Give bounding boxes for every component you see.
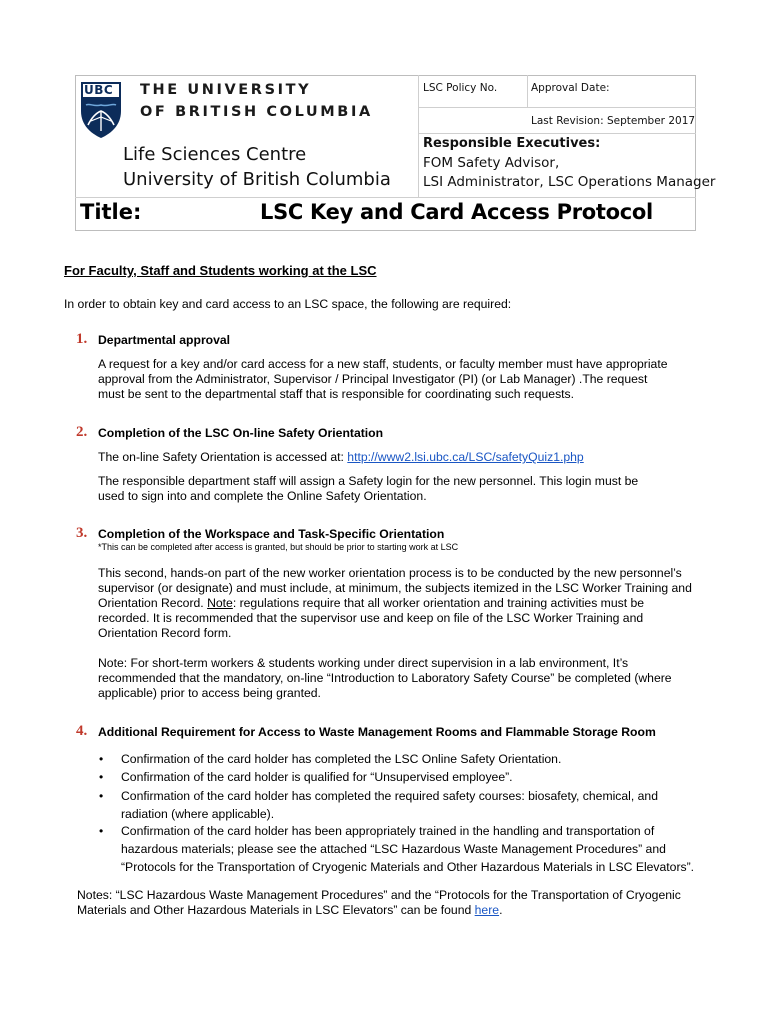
list-item: Confirmation of the card holder is qualified for “Unsupervised employee”.	[121, 770, 513, 784]
list-item: Confirmation of the card holder has completed the LSC Online Safety Orientation.	[121, 752, 562, 766]
centre-name: Life Sciences Centre	[123, 144, 307, 165]
notes-line2-prefix: Materials and Other Hazardous Materials in LSC Elevators” can be found	[77, 903, 475, 917]
safety-quiz-link[interactable]: http://www2.lsi.ubc.ca/LSC/safetyQuiz1.php	[347, 450, 584, 464]
section3-p1-line3	[98, 596, 644, 611]
section3-p2-line3: applicable) prior to access being granted.	[98, 686, 321, 700]
section-number-3: 3.	[76, 525, 88, 541]
section3-p1-line1: This second, hands-on part of the new worker orientation process is to be conducted by the new personnel’s	[98, 566, 682, 580]
university-name-line1: THE UNIVERSITY	[140, 82, 312, 98]
section3-p2-line1: Note: For short-term workers & students working under direct supervision in a lab environment, It’s	[98, 656, 629, 670]
section3-p1-line3-prefix: Orientation Record.	[98, 596, 208, 610]
access-prefix: The on-line Safety Orientation is accessed at:	[98, 450, 348, 464]
section-heading-2: Completion of the LSC On-line Safety Orientation	[98, 426, 384, 440]
section1-line3: must be sent to the departmental staff that is responsible for coordinating such requests.	[98, 387, 575, 401]
section1-line1: A request for a key and/or card access for a new staff, students, or faculty member must have appropriate	[98, 357, 668, 371]
section-heading-1: Departmental approval	[98, 333, 231, 347]
section-heading-3: Completion of the Workspace and Task-Specific Orientation	[98, 527, 445, 541]
ubc-logo	[80, 81, 122, 139]
list-item: Confirmation of the card holder has completed the required safety courses: biosafety, chemical, and	[121, 789, 658, 803]
section-number-4: 4.	[76, 723, 88, 739]
section3-p1-line4: recorded. It is recommended that the supervisor use and keep on file of the LSC Worker Training and	[98, 611, 644, 625]
responsible-line2: LSI Administrator, LSC Operations Manager	[423, 174, 716, 190]
header-divider-horizontal	[418, 107, 696, 108]
list-item-continued: “Protocols for the Transportation of Cryogenic Materials and Other Hazardous Materials in LSC Elevators”.	[121, 860, 695, 874]
bullet-icon: •	[99, 824, 104, 838]
section3-p1-line5: Orientation Record form.	[98, 626, 232, 640]
section1-line2: approval from the Administrator, Supervisor / Principal Investigator (PI) (or Lab Manager) .The request	[98, 372, 648, 386]
audience-subheading: For Faculty, Staff and Students working at the LSC	[64, 263, 377, 278]
section-heading-4: Additional Requirement for Access to Waste Management Rooms and Flammable Storage Room	[98, 725, 656, 739]
notes-line2	[77, 903, 502, 918]
header-divider-title	[75, 197, 696, 198]
list-item-continued: radiation (where applicable).	[121, 807, 275, 821]
list-item: Confirmation of the card holder has been appropriately trained in the handling and transportation of	[121, 824, 655, 838]
bullet-icon: •	[99, 752, 104, 766]
section2-line1: The responsible department staff will assign a Safety login for the new personnel. This login must be	[98, 474, 639, 488]
header-divider-vertical-2	[527, 75, 528, 107]
title-label: Title:	[80, 200, 142, 224]
section3-small-note: *This can be completed after access is granted, but should be prior to starting work at LSC	[98, 542, 459, 552]
university-name-line2: OF BRITISH COLUMBIA	[140, 104, 373, 120]
section-number-2: 2.	[76, 424, 88, 440]
intro-lead: In order to obtain key and card access to an LSC space, the following are required:	[64, 297, 512, 311]
safety-orientation-access	[98, 450, 584, 465]
bullet-icon: •	[99, 770, 104, 784]
policy-no-label: LSC Policy No.	[423, 82, 498, 94]
responsible-executives-label: Responsible Executives:	[423, 136, 601, 151]
list-item-continued: hazardous materials; please see the attached “LSC Hazardous Waste Management Procedures” and	[121, 842, 666, 856]
logo-text: UBC	[84, 83, 114, 97]
note-underlined: Note	[207, 596, 233, 610]
section3-p1-line3-suffix: : regulations require that all worker orientation and training activities must be	[232, 596, 645, 610]
header-divider-horizontal-2	[418, 133, 696, 134]
page-title: LSC Key and Card Access Protocol	[260, 200, 653, 224]
header-divider-vertical	[418, 75, 419, 198]
bullet-icon: •	[99, 789, 104, 803]
section3-p1-line2: supervisor (or designate) and must include, at minimum, the subjects itemized in the LSC Worker Training and	[98, 581, 692, 595]
notes-line2-suffix: .	[499, 903, 503, 917]
section3-p2-line2: recommended that the mandatory, on-line “Introduction to Laboratory Safety Course” be completed (where	[98, 671, 672, 685]
notes-line1: Notes: “LSC Hazardous Waste Management Procedures” and the “Protocols for the Transportation of Cryogenic	[77, 888, 681, 902]
approval-date-label: Approval Date:	[531, 82, 610, 94]
last-revision: Last Revision: September 2017	[531, 115, 696, 127]
section2-line2: used to sign into and complete the Online Safety Orientation.	[98, 489, 427, 503]
responsible-line1: FOM Safety Advisor,	[423, 155, 560, 171]
section-number-1: 1.	[76, 331, 88, 347]
here-link[interactable]: here	[474, 903, 500, 917]
centre-university: University of British Columbia	[123, 169, 391, 190]
